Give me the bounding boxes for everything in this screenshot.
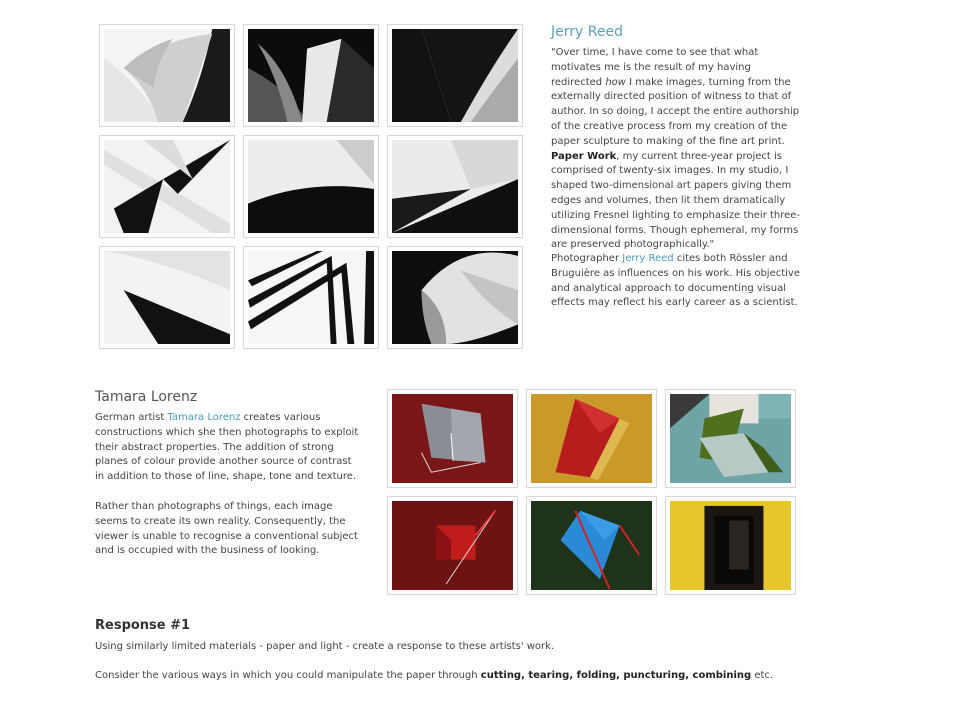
tamara-p1-after: creates various constructions which she then photographs to exploit their abstract properties. The addition of strong planes of colour provide another source of contrast in addition to those of line, shape, tone and texture. — [95, 412, 359, 483]
jerry-reed-quote — [551, 46, 803, 253]
response-line-2 — [95, 669, 895, 684]
jerry-photo-7[interactable] — [99, 246, 235, 349]
response-line-2-after: etc. — [751, 670, 774, 681]
quote-emphasis: how — [605, 76, 626, 88]
jerry-reed-bio — [551, 252, 803, 311]
jerry-photo-5[interactable] — [243, 135, 379, 238]
tamara-photo-1[interactable] — [387, 389, 518, 488]
jerry-photo-1[interactable] — [99, 24, 235, 127]
quote-part-2: I make images, turning from the externally directed position of witness to that of author. In so doing, I accept the entire authorship of the creative process from my creation of the paper sculpture to making of the fine art print. — [551, 76, 800, 147]
tamara-photo-3[interactable] — [665, 389, 796, 488]
tamara-lorenz-link[interactable]: Tamara Lorenz — [167, 412, 241, 423]
quote-project-name: Paper Work — [551, 150, 617, 162]
jerry-photo-8[interactable] — [243, 246, 379, 349]
jerry-reed-heading: Jerry Reed — [551, 24, 623, 40]
quote-part-1: "Over time, I have come to see that what motivates me is the result of my having redirected — [551, 47, 759, 88]
tamara-photo-5[interactable] — [526, 496, 657, 595]
tamara-paragraph-2: Rather than photographs of things, each image seems to create its own reality. Consequently, the viewer is unable to recognise a conventional subject and is occupied with the business of looking. — [95, 501, 358, 557]
response-heading: Response #1 — [95, 618, 191, 633]
jerry-photo-6[interactable] — [387, 135, 523, 238]
jerry-reed-link[interactable]: Jerry Reed — [622, 253, 674, 264]
response-line-2-before: Consider the various ways in which you could manipulate the paper through — [95, 670, 481, 681]
jerry-photo-2[interactable] — [243, 24, 379, 127]
response-techniques: cutting, tearing, folding, puncturing, combining — [480, 670, 752, 681]
response-line-1: Using similarly limited materials - paper and light - create a response to these artists' work. — [95, 641, 555, 652]
quote-part-3: , my current three-year project is comprised of twenty-six images. In my studio, I shaped two-dimensional art papers giving them edges and volumes, then lit them dramatically utilizing Fresnel lighting to emphasize their three-dimensional forms. Though ephemeral, my forms are preserved photographically." — [551, 150, 801, 251]
jerry-photo-3[interactable] — [387, 24, 523, 127]
tamara-photo-6[interactable] — [665, 496, 796, 595]
tamara-photo-2[interactable] — [526, 389, 657, 488]
bio-before: Photographer — [551, 253, 623, 264]
tamara-p1-before: German artist — [95, 412, 168, 423]
tamara-paragraph-1 — [95, 411, 361, 485]
jerry-photo-9[interactable] — [387, 246, 523, 349]
tamara-photo-4[interactable] — [387, 496, 518, 595]
bio-after: cites both Rössler and Bruguière as influences on his work. His objective and analytical approach to documenting visual effects may reflect his early career as a scientist. — [551, 253, 800, 309]
jerry-photo-4[interactable] — [99, 135, 235, 238]
tamara-lorenz-heading: Tamara Lorenz — [95, 389, 198, 405]
